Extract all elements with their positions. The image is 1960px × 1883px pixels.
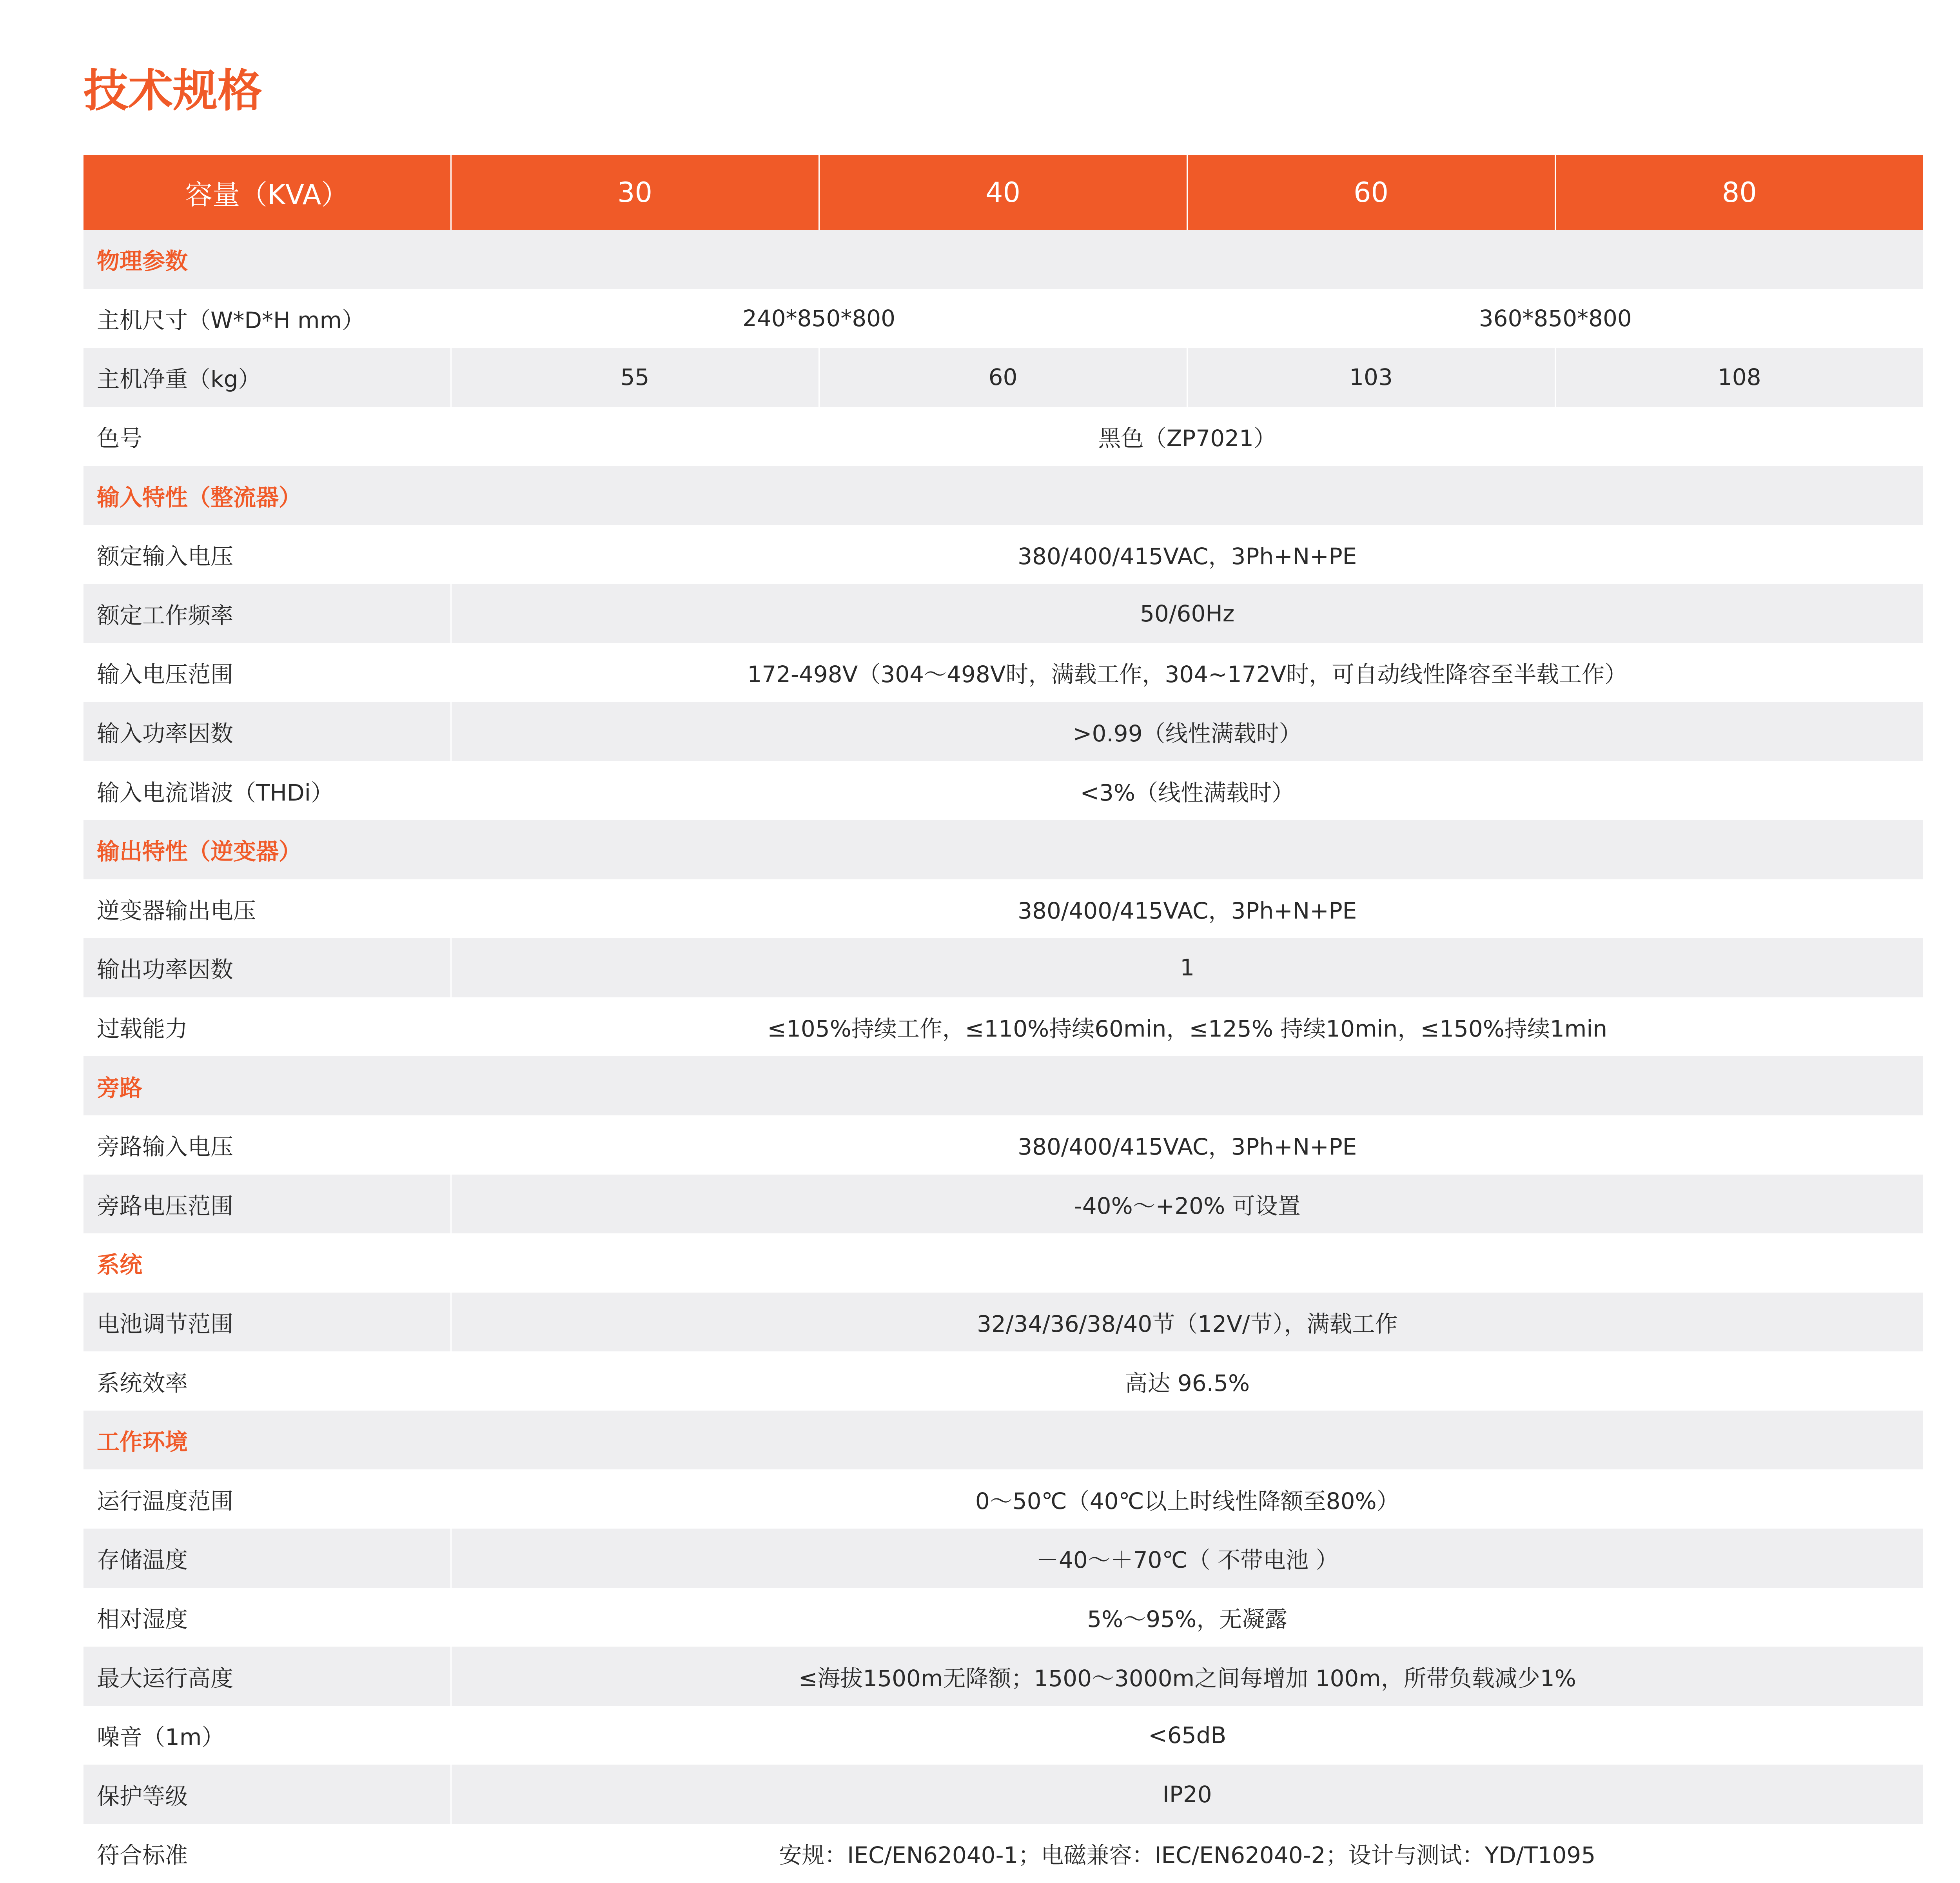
section-heading: 物理参数 <box>83 230 1923 289</box>
spec-row <box>83 997 1923 1057</box>
spec-label: 符合标准 <box>97 1842 188 1869</box>
spec-label: 色号 <box>97 425 143 452</box>
spec-value: 50/60Hz <box>451 584 1923 643</box>
spec-value: >0.99（线性满载时） <box>451 702 1923 761</box>
spec-row <box>83 1588 1923 1647</box>
spec-value: 5%～95%，无凝露 <box>451 1588 1923 1647</box>
spec-label: 额定输入电压 <box>97 543 234 570</box>
spec-value: 0～50℃（40℃以上时线性降额至80%） <box>451 1469 1923 1529</box>
spec-table-header <box>83 155 1923 230</box>
spec-row <box>83 1293 1923 1352</box>
spec-label: 输入电流谐波（THDi） <box>97 779 334 806</box>
section-heading-row <box>83 1056 1923 1115</box>
header-capacity: 容量（KVA） <box>83 155 451 230</box>
spec-value: <3%（线性满载时） <box>451 761 1923 820</box>
header-60kva: 60 <box>1187 155 1555 230</box>
spec-label: 逆变器输出电压 <box>97 897 256 924</box>
spec-label: 输出功率因数 <box>83 938 451 997</box>
header-30kva: 30 <box>451 155 819 230</box>
spec-row <box>83 348 1923 407</box>
spec-row <box>83 584 1923 643</box>
section-heading: 旁路 <box>83 1056 1923 1115</box>
section-heading-row <box>83 820 1923 879</box>
spec-value: 380/400/415VAC，3Ph+N+PE <box>451 525 1923 584</box>
spec-label: 存储温度 <box>83 1529 451 1588</box>
header-80kva: 80 <box>1555 155 1923 230</box>
spec-value: 1 <box>451 938 1923 997</box>
spec-value: IP20 <box>451 1765 1923 1824</box>
spec-value: 32/34/36/38/40节（12V/节），满载工作 <box>451 1293 1923 1352</box>
spec-label: 保护等级 <box>83 1765 451 1824</box>
spec-label: 主机尺寸（W*D*H mm） <box>97 307 365 334</box>
spec-value: 380/400/415VAC，3Ph+N+PE <box>451 879 1923 939</box>
spec-row <box>83 643 1923 702</box>
spec-label: 额定工作频率 <box>83 584 451 643</box>
spec-label: 电池调节范围 <box>83 1293 451 1352</box>
spec-value: 380/400/415VAC，3Ph+N+PE <box>451 1115 1923 1175</box>
spec-value: 黑色（ZP7021） <box>451 407 1923 466</box>
spec-row <box>83 938 1923 997</box>
spec-table-body <box>83 230 1923 1883</box>
spec-row <box>83 1529 1923 1588</box>
spec-label: 过载能力 <box>97 1015 188 1042</box>
spec-label: 系统效率 <box>97 1369 188 1396</box>
spec-value: -40%～+20% 可设置 <box>451 1175 1923 1234</box>
spec-row <box>83 1706 1923 1765</box>
spec-value: <65dB <box>451 1706 1923 1765</box>
section-heading: 工作环境 <box>83 1411 1923 1470</box>
spec-row <box>83 525 1923 584</box>
spec-value: 108 <box>1555 348 1923 407</box>
section-heading: 输出特性（逆变器） <box>83 820 1923 879</box>
spec-label: 最大运行高度 <box>83 1647 451 1706</box>
spec-row <box>83 1115 1923 1175</box>
spec-label: 旁路输入电压 <box>97 1133 234 1160</box>
spec-label: 旁路电压范围 <box>83 1175 451 1234</box>
spec-row <box>83 289 1923 348</box>
header-40kva: 40 <box>819 155 1187 230</box>
page-title: 技术规格 <box>83 65 263 117</box>
section-heading-row <box>83 1233 1923 1293</box>
spec-label: 输入电压范围 <box>97 661 234 688</box>
spec-value: 240*850*800 <box>451 289 1187 348</box>
spec-value: 172-498V（304～498V时，满载工作，304~172V时，可自动线性降容至半载工作） <box>451 643 1923 702</box>
spec-row <box>83 702 1923 761</box>
section-heading-row <box>83 1411 1923 1470</box>
spec-table <box>83 155 1923 1883</box>
spec-row <box>83 407 1923 466</box>
spec-row <box>83 1175 1923 1234</box>
spec-label: 主机净重（kg） <box>83 348 451 407</box>
spec-label: 噪音（1m） <box>97 1724 225 1751</box>
spec-row <box>83 879 1923 939</box>
spec-value: ≤105%持续工作，≤110%持续60min，≤125% 持续10min，≤150%持续1min <box>451 997 1923 1057</box>
spec-value: 60 <box>819 348 1187 407</box>
spec-row <box>83 761 1923 820</box>
spec-value: 103 <box>1187 348 1555 407</box>
spec-value: 360*850*800 <box>1187 289 1923 348</box>
spec-row <box>83 1824 1923 1883</box>
header-row <box>83 155 1923 230</box>
spec-row <box>83 1647 1923 1706</box>
spec-label: 运行温度范围 <box>97 1487 234 1514</box>
section-heading-row <box>83 466 1923 525</box>
spec-value: 高达 96.5% <box>451 1351 1923 1411</box>
spec-label: 相对湿度 <box>97 1605 188 1632</box>
spec-value: －40～＋70℃（ 不带电池 ） <box>451 1529 1923 1588</box>
section-heading: 输入特性（整流器） <box>83 466 1923 525</box>
section-heading: 系统 <box>97 1251 143 1278</box>
spec-value: 55 <box>451 348 819 407</box>
spec-row <box>83 1469 1923 1529</box>
section-heading-row <box>83 230 1923 289</box>
spec-value: ≤海拔1500m无降额；1500～3000m之间每增加 100m，所带负载减少1% <box>451 1647 1923 1706</box>
spec-row <box>83 1351 1923 1411</box>
spec-label: 输入功率因数 <box>83 702 451 761</box>
spec-value: 安规：IEC/EN62040-1；电磁兼容：IEC/EN62040-2；设计与测试：YD/T1095 <box>451 1824 1923 1883</box>
spec-row <box>83 1765 1923 1824</box>
